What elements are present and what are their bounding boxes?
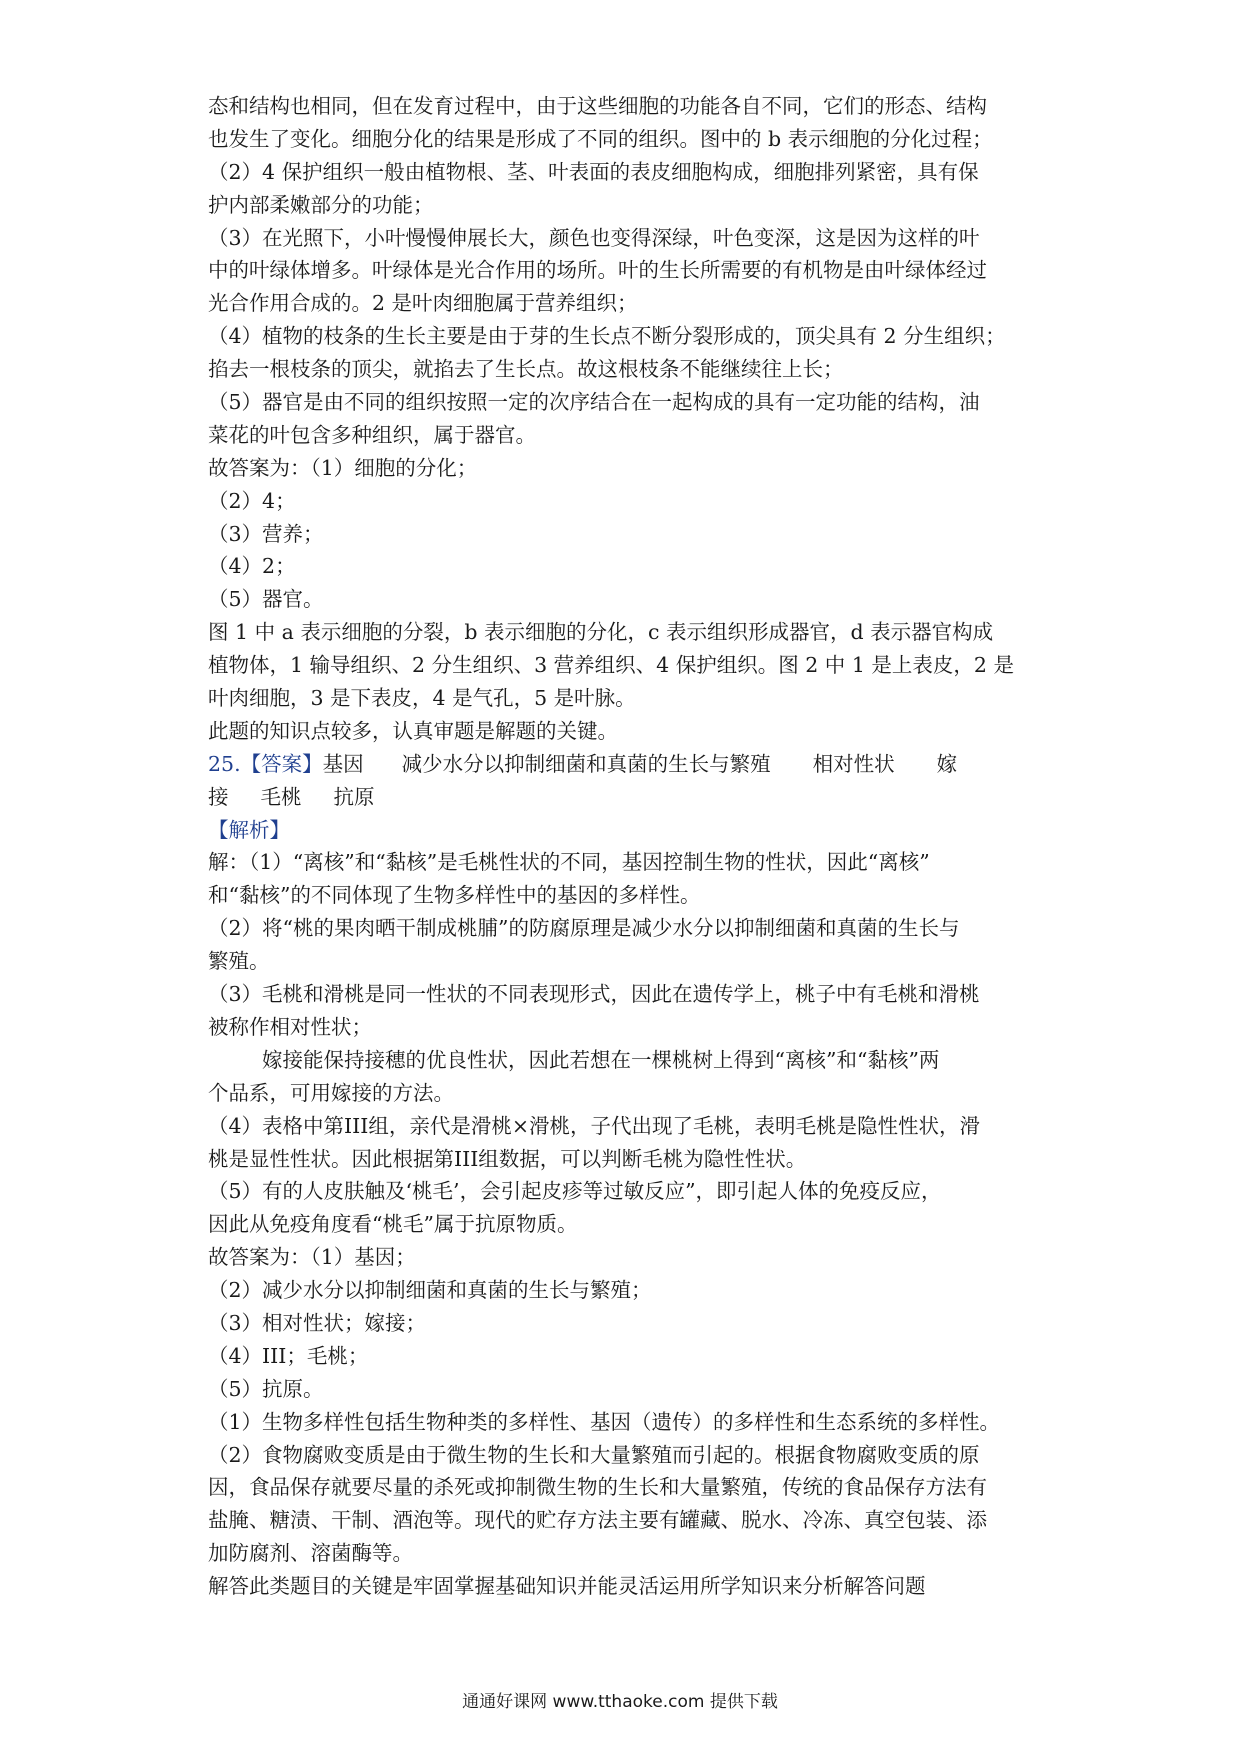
text-line: 繁殖。: [208, 949, 270, 974]
q25-answer-3: 相对性状: [812, 751, 895, 776]
text-line: 态和结构也相同，但在发育过程中，由于这些细胞的功能各自不同，它们的形态、结构: [208, 94, 987, 118]
text-line: 加防腐剂、溶菌酶等。: [208, 1541, 413, 1566]
text-line: 因此从免疫角度看“桃毛”属于抗原物质。: [208, 1212, 578, 1237]
text-line: 也发生了变化。细胞分化的结果是形成了不同的组织。图中的 b 表示细胞的分化过程；: [208, 126, 993, 151]
text-line: （4）2；: [208, 554, 296, 579]
solution-24-continued: [208, 90, 1038, 748]
q25-answer-label: 25.【答案】: [208, 751, 323, 776]
q25-answer-4a: 嫁: [936, 751, 958, 776]
text-line: （4）植物的枝条的生长主要是由于芽的生长点不断分裂形成的，顶尖具有 2 分生组织；: [208, 324, 1006, 349]
text-line: 光合作用合成的。2 是叶肉细胞属于营养组织；: [208, 291, 638, 316]
text-line: 桃是显性性状。因此根据第III组数据，可以判断毛桃为隐性性状。: [208, 1146, 807, 1171]
text-line: （4）表格中第III组，亲代是滑桃×滑桃，子代出现了毛桃，表明毛桃是隐性性状，滑: [208, 1113, 981, 1138]
document-body: [208, 90, 1038, 1603]
text-line: （5）有的人皮肤触及‘桃毛’，会引起皮疹等过敏反应”，即引起人体的免疫反应，: [208, 1179, 942, 1204]
q25-answer-row: [208, 748, 1038, 781]
text-line: （5）器官是由不同的组织按照一定的次序结合在一起构成的具有一定功能的结构，油: [208, 390, 980, 415]
text-line: 故答案为：（1）基因；: [208, 1245, 416, 1270]
text-line: （4）III；毛桃；: [208, 1343, 369, 1368]
text-line: 故答案为：（1）细胞的分化；: [208, 455, 478, 480]
text-line: （2）4 保护组织一般由植物根、茎、叶表面的表皮细胞构成，细胞排列紧密，具有保: [208, 159, 979, 184]
text-line: 掐去一根枝条的顶尖，就掐去了生长点。故这根枝条不能继续往上长；: [208, 357, 844, 382]
text-line: （3）在光照下，小叶慢慢伸展长大，颜色也变得深绿，叶色变深，这是因为这样的叶: [208, 225, 980, 250]
text-line: 植物体，1 输导组织、2 分生组织、3 营养组织、4 保护组织。图 2 中 1 是上表皮，2 是: [208, 653, 1014, 678]
text-line: 中的叶绿体增多。叶绿体是光合作用的场所。叶的生长所需要的有机物是由叶绿体经过: [208, 258, 987, 283]
text-line: 护内部柔嫩部分的功能；: [208, 192, 434, 217]
text-line: 此题的知识点较多，认真审题是解题的关键。: [208, 718, 618, 743]
q25-analysis-part1: [208, 846, 1038, 1043]
q25-analysis-part2: [208, 1077, 1038, 1603]
text-line: 解答此类题目的关键是牢固掌握基础知识并能灵活运用所学知识来分析解答问题: [208, 1574, 926, 1599]
text-line: （2）4；: [208, 488, 296, 513]
text-line: 和“黏核”的不同体现了生物多样性中的基因的多样性。: [208, 883, 701, 908]
q25-analysis-indented: [208, 1044, 1038, 1077]
q25-answer-6: 抗原: [333, 784, 375, 809]
text-line: 被称作相对性状；: [208, 1014, 372, 1039]
text-line: （2）减少水分以抑制细菌和真菌的生长与繁殖；: [208, 1278, 652, 1303]
text-line: （3）毛桃和滑桃是同一性状的不同表现形式，因此在遗传学上，桃子中有毛桃和滑桃: [208, 982, 980, 1007]
q25-answer-4b: 接: [208, 784, 229, 809]
text-line: 因，食品保存就要尽量的杀死或抑制微生物的生长和大量繁殖，传统的食品保存方法有: [208, 1475, 987, 1500]
text-line: （3）营养；: [208, 521, 324, 546]
text-line: （5）器官。: [208, 587, 324, 612]
page-footer: 通通好课网 www.tthaoke.com 提供下载: [462, 1692, 778, 1712]
text-line: 菜花的叶包含多种组织，属于器官。: [208, 422, 536, 447]
q25-analysis-label: 【解析】: [208, 817, 290, 842]
q25-answer-2: 减少水分以抑制细菌和真菌的生长与繁殖: [401, 751, 771, 776]
text-line: （5）抗原。: [208, 1376, 324, 1401]
text-line: 个品系，可用嫁接的方法。: [208, 1080, 454, 1105]
text-line: （1）生物多样性包括生物种类的多样性、基因（遗传）的多样性和生态系统的多样性。: [208, 1409, 1001, 1434]
q25-answer-1: 基因: [322, 751, 364, 776]
text-line: 解：（1）“离核”和“黏核”是毛桃性状的不同，基因控制生物的性状，因此“离核”: [208, 850, 930, 875]
q25-answer-row-2: [208, 781, 1038, 814]
text-line: （2）将“桃的果肉晒干制成桃脯”的防腐原理是减少水分以抑制细菌和真菌的生长与: [208, 916, 960, 941]
q25-answer-5: 毛桃: [260, 784, 302, 809]
text-line: （3）相对性状；嫁接；: [208, 1310, 427, 1335]
text-line: 叶肉细胞，3 是下表皮，4 是气孔，5 是叶脉。: [208, 686, 636, 711]
text-line: 嫁接能保持接穗的优良性状，因此若想在一棵桃树上得到“离核”和“黏核”两: [262, 1047, 940, 1072]
text-line: 图 1 中 a 表示细胞的分裂，b 表示细胞的分化，c 表示组织形成器官，d 表示器官构成: [208, 620, 994, 645]
text-line: 盐腌、糖渍、干制、酒泡等。现代的贮存方法主要有罐藏、脱水、冷冻、真空包装、添: [208, 1508, 987, 1533]
text-line: （2）食物腐败变质是由于微生物的生长和大量繁殖而引起的。根据食物腐败变质的原: [208, 1442, 980, 1467]
